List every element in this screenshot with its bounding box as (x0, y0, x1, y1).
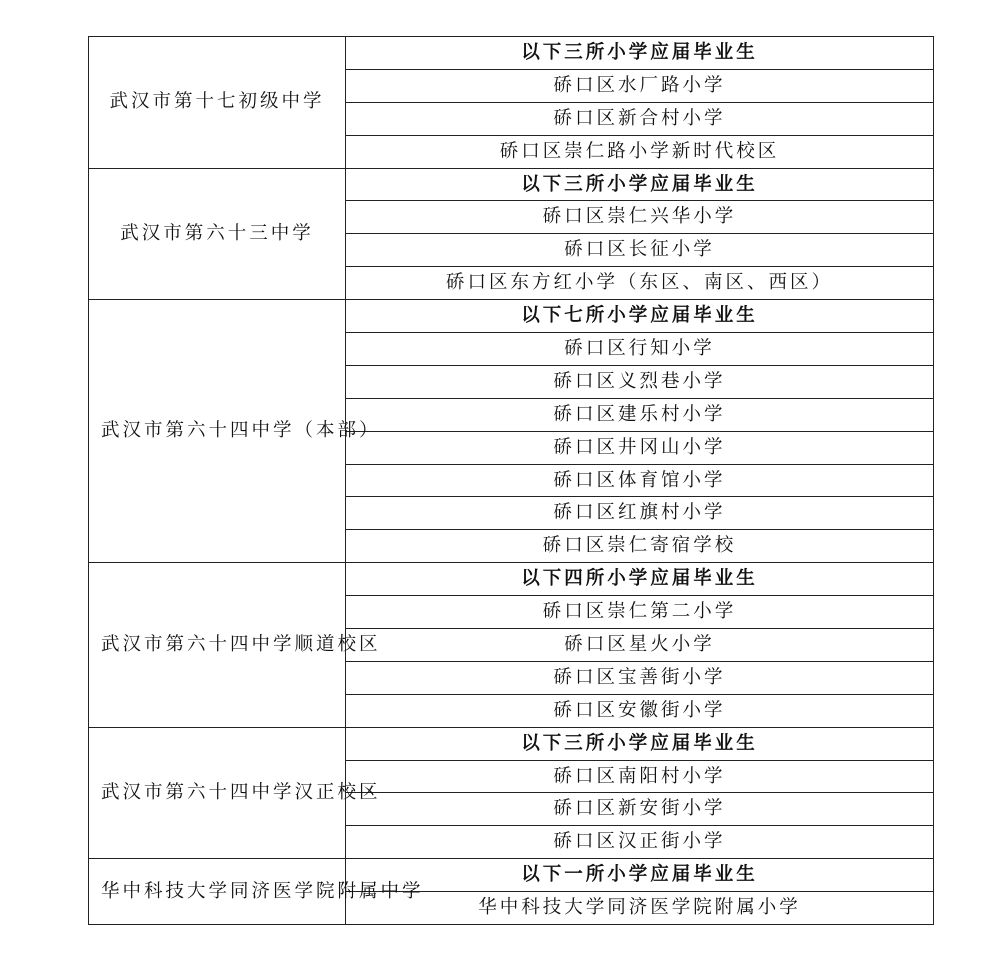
primary-school-cell: 硚口区水厂路小学 (346, 69, 934, 102)
primary-school-cell: 硚口区崇仁寄宿学校 (346, 530, 934, 563)
middle-school-cell (89, 563, 381, 727)
group-header-cell: 以下四所小学应届毕业生 (346, 563, 934, 596)
primary-school-cell: 硚口区星火小学 (346, 629, 934, 662)
primary-school-cell: 硚口区新安街小学 (346, 793, 934, 826)
primary-school-cell: 硚口区长征小学 (346, 234, 934, 267)
primary-school-cell: 硚口区汉正街小学 (346, 826, 934, 859)
middle-school-cell (89, 727, 381, 859)
primary-school-cell: 硚口区崇仁路小学新时代校区 (346, 135, 934, 168)
middle-school-name: 武汉市第六十四中学汉正校区 (101, 781, 381, 803)
primary-school-cell: 硚口区红旗村小学 (346, 497, 934, 530)
group-header-cell: 以下三所小学应届毕业生 (346, 168, 934, 201)
middle-school-cell (89, 168, 346, 300)
primary-school-cell: 硚口区建乐村小学 (346, 398, 934, 431)
table-row (89, 300, 934, 333)
table-row (89, 859, 934, 892)
group-header-cell: 以下一所小学应届毕业生 (346, 859, 934, 892)
primary-school-cell: 硚口区行知小学 (346, 333, 934, 366)
primary-school-cell: 硚口区崇仁第二小学 (346, 596, 934, 629)
primary-school-cell: 硚口区南阳村小学 (346, 760, 934, 793)
middle-school-name: 武汉市第十七初级中学 (109, 91, 325, 113)
primary-school-cell: 硚口区体育馆小学 (346, 464, 934, 497)
middle-school-cell (89, 300, 381, 563)
middle-school-cell (89, 859, 424, 925)
table-row (89, 37, 934, 70)
group-header-cell: 以下三所小学应届毕业生 (346, 727, 934, 760)
primary-school-cell: 硚口区宝善街小学 (346, 661, 934, 694)
primary-school-cell: 华中科技大学同济医学院附属小学 (346, 892, 934, 925)
middle-school-cell (89, 37, 346, 169)
primary-school-cell: 硚口区井冈山小学 (346, 431, 934, 464)
table-body (89, 37, 934, 925)
table-row (89, 727, 934, 760)
primary-school-cell: 硚口区义烈巷小学 (346, 365, 934, 398)
group-header-cell: 以下七所小学应届毕业生 (346, 300, 934, 333)
table-row (89, 563, 934, 596)
primary-school-cell: 硚口区安徽街小学 (346, 694, 934, 727)
middle-school-name: 武汉市第六十四中学（本部） (101, 420, 381, 442)
table-row (89, 168, 934, 201)
middle-school-name: 武汉市第六十三中学 (120, 222, 314, 244)
middle-school-name: 武汉市第六十四中学顺道校区 (101, 633, 381, 655)
primary-school-cell: 硚口区新合村小学 (346, 102, 934, 135)
primary-school-cell: 硚口区东方红小学（东区、南区、西区） (346, 267, 934, 300)
group-header-cell: 以下三所小学应届毕业生 (346, 37, 934, 70)
primary-school-cell: 硚口区崇仁兴华小学 (346, 201, 934, 234)
enrollment-table (88, 36, 934, 925)
middle-school-name: 华中科技大学同济医学院附属中学 (101, 880, 424, 902)
